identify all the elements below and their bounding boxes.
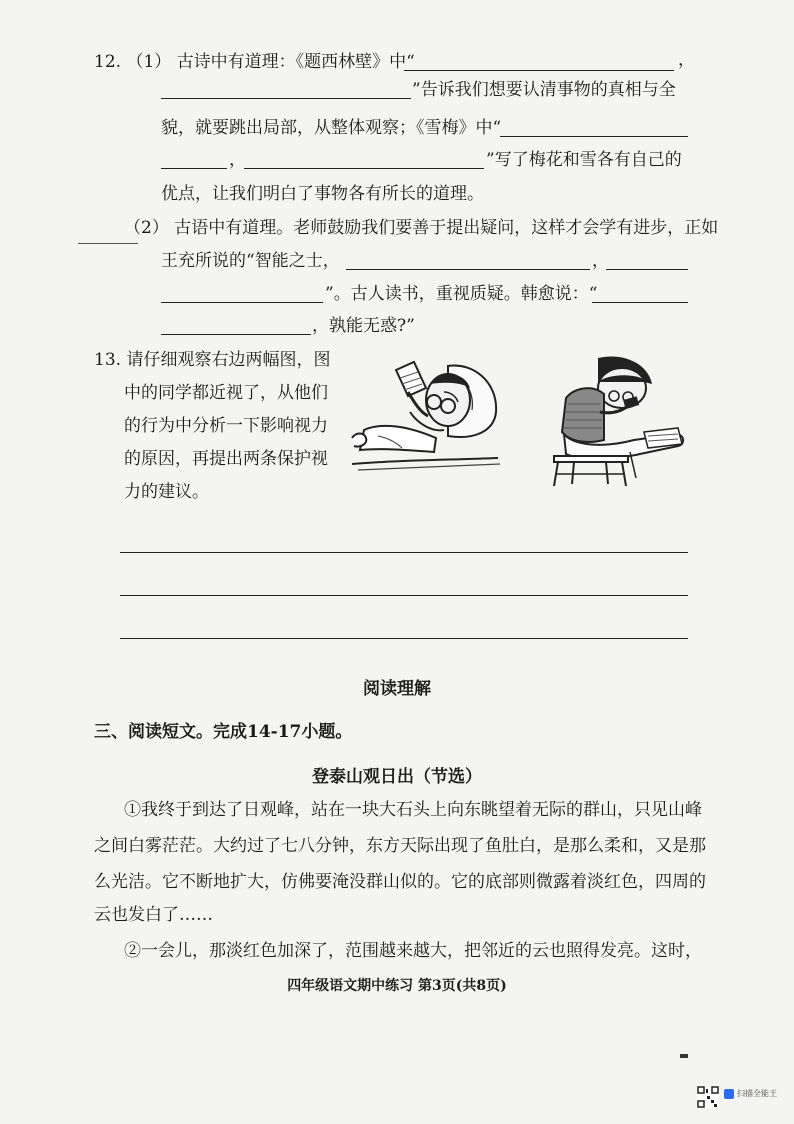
scanner-brand-text: 扫描全能王 bbox=[737, 1089, 777, 1098]
article-line: 么光洁。它不断地扩大，仿佛要淹没群山似的。它的底部则微露着淡红色，四周的 bbox=[94, 872, 706, 892]
corner-mark bbox=[680, 1054, 688, 1058]
q12-part2-text-d: ，孰能无惑?” bbox=[312, 316, 415, 336]
answer-line[interactable] bbox=[120, 552, 688, 553]
student-lying-reading-illustration bbox=[348, 352, 504, 476]
answer-blank[interactable] bbox=[592, 302, 688, 303]
answer-line[interactable] bbox=[120, 638, 688, 639]
q12-number: 12. bbox=[94, 52, 122, 72]
section-heading-reading: 阅读理解 bbox=[363, 679, 431, 699]
answer-blank[interactable] bbox=[161, 302, 323, 303]
answer-blank[interactable] bbox=[346, 269, 590, 270]
article-line: 之间白雾茫茫。大约过了七八分钟，东方天际出现了鱼肚白，是那么柔和，又是那 bbox=[94, 836, 706, 856]
q12-part1-text-d: ”写了梅花和雪各有自己的 bbox=[486, 150, 682, 170]
scanner-logo-icon bbox=[724, 1089, 734, 1099]
article-line: ①我终于到达了日观峰，站在一块大石头上向东眺望着无际的群山，只见山峰 bbox=[124, 800, 702, 820]
answer-blank[interactable] bbox=[500, 136, 688, 137]
answer-line[interactable] bbox=[120, 595, 688, 596]
q13-number: 13. bbox=[94, 350, 122, 370]
q13-text-line: 的行为中分析一下影响视力 bbox=[124, 416, 328, 436]
answer-blank[interactable] bbox=[161, 98, 411, 99]
q12-part2-label: （2） bbox=[124, 218, 169, 238]
answer-blank[interactable] bbox=[161, 168, 227, 169]
q12-part1-comma: ， bbox=[229, 150, 246, 170]
qr-code-icon bbox=[697, 1086, 719, 1108]
q13-text-line: 的原因，再提出两条保护视 bbox=[124, 449, 328, 469]
q13-text-line: 力的建议。 bbox=[124, 482, 209, 502]
answer-blank[interactable] bbox=[161, 334, 311, 335]
q12-part1-text-b: ”告诉我们想要认清事物的真相与全 bbox=[412, 80, 676, 100]
q12-part1-text-a: 古诗中有道理：《题西林壁》中“ bbox=[176, 52, 415, 72]
q12-part1-text-c: 貌，就要跳出局部，从整体观察；《雪梅》中“ bbox=[161, 118, 502, 138]
article-line: 云也发白了…… bbox=[94, 905, 213, 925]
stray-mark bbox=[78, 243, 138, 244]
q12-comma: ， bbox=[678, 50, 695, 70]
q12-part2-comma: ， bbox=[592, 251, 609, 271]
q12-part1-text-e: 优点，让我们明白了事物各有所长的道理。 bbox=[161, 184, 484, 204]
q13-line-1 bbox=[94, 350, 330, 370]
page-footer: 四年级语文期中练习 第3页(共8页) bbox=[287, 978, 507, 994]
q13-text-line: 中的同学都近视了，从他们 bbox=[124, 383, 328, 403]
q12-part2-text-c: ”。古人读书，重视质疑。韩愈说：“ bbox=[325, 284, 598, 304]
article-title: 登泰山观日出（节选） bbox=[312, 767, 482, 787]
q12-part2-text-a: 古语中有道理。老师鼓励我们要善于提出疑问，这样才会学有进步，正如 bbox=[174, 218, 719, 238]
student-stool-phone-illustration bbox=[544, 354, 688, 488]
answer-blank[interactable] bbox=[606, 269, 688, 270]
section3-heading: 三、阅读短文。完成14-17小题。 bbox=[94, 722, 353, 742]
q12-part2-text-b: 王充所说的“智能之士， bbox=[161, 251, 340, 271]
q13-text-line: 请仔细观察右边两幅图，图 bbox=[126, 350, 331, 370]
q12-line-1 bbox=[94, 52, 415, 72]
article-line: ②一会儿，那淡红色加深了，范围越来越大，把邻近的云也照得发亮。这时， bbox=[124, 941, 702, 961]
q12-part1-label: （1） bbox=[126, 52, 172, 72]
q12-part2-line-1 bbox=[124, 218, 718, 238]
answer-blank[interactable] bbox=[244, 168, 484, 169]
answer-blank[interactable] bbox=[404, 70, 674, 71]
scanner-watermark bbox=[724, 1088, 777, 1099]
